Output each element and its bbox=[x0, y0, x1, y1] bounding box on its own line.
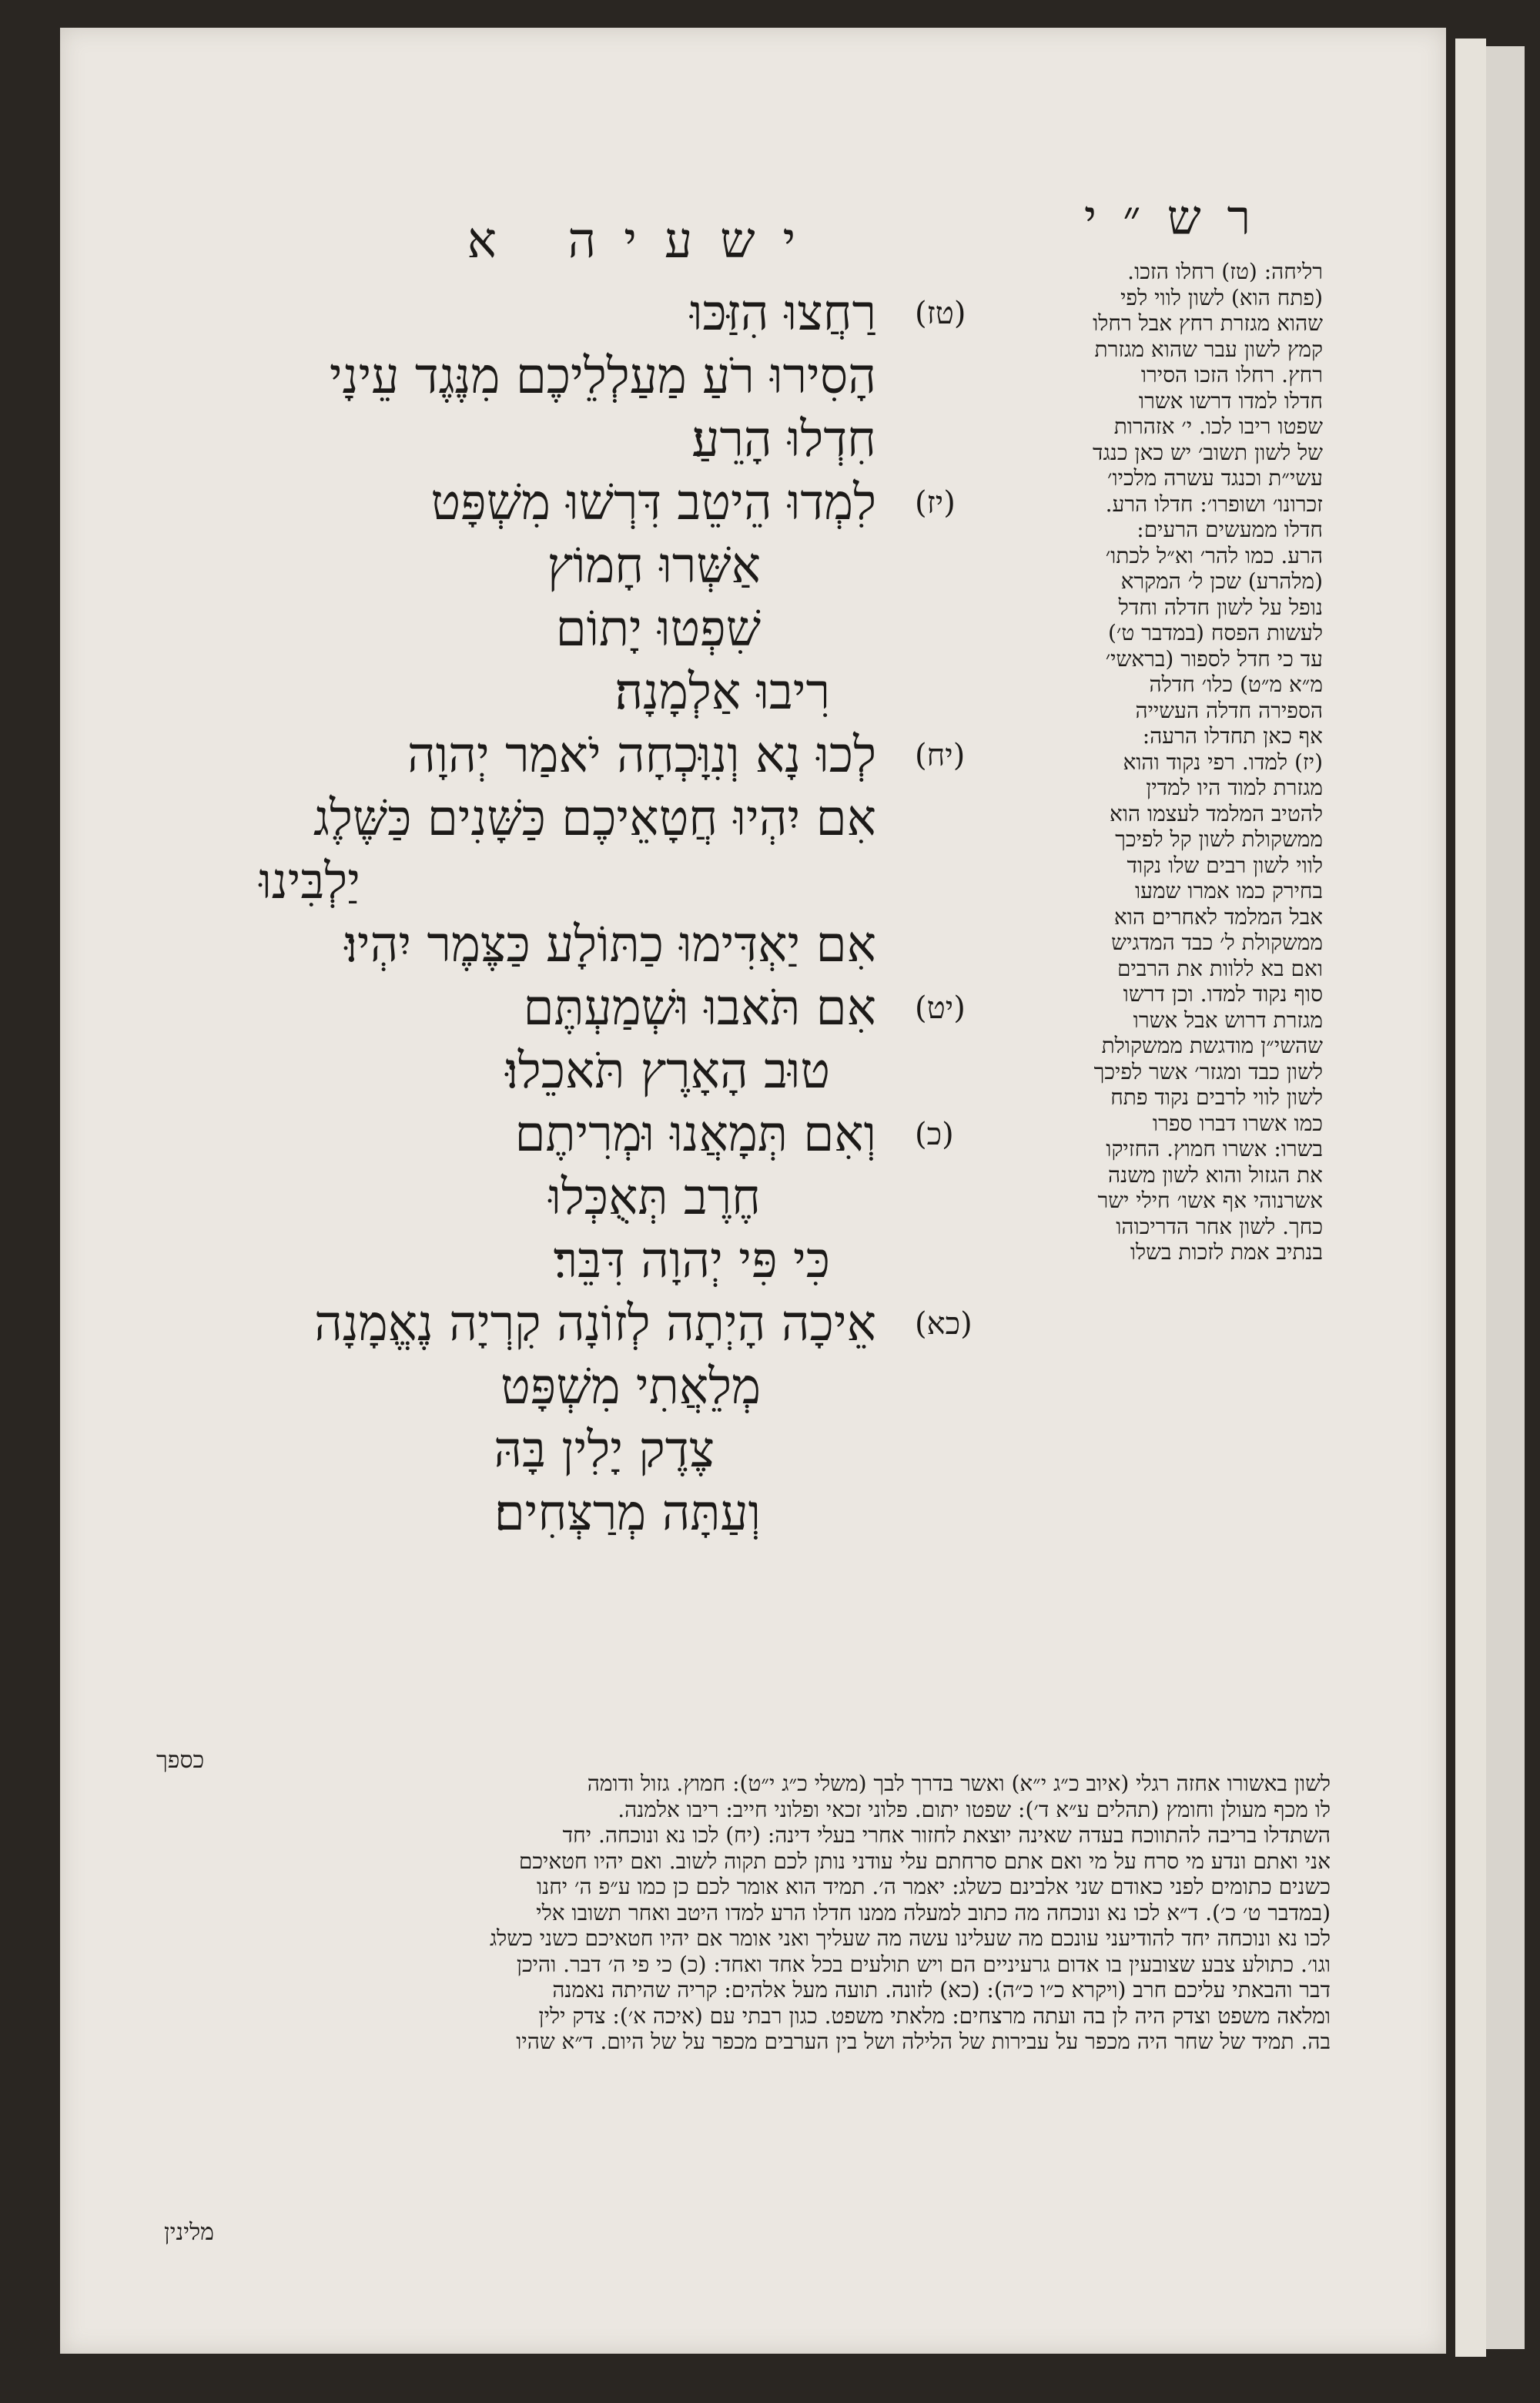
verse-line bbox=[106, 1229, 969, 1292]
rashi-line: ממשקולת לשון קל לפיכך bbox=[1115, 826, 1323, 852]
rashi-line: את הגזול והוא לשון משנה bbox=[1108, 1161, 1323, 1188]
verse-line bbox=[106, 724, 969, 787]
verse-text: חֶרֶב תְּאֻכְּלוּ bbox=[548, 1169, 761, 1226]
rashi-line: הרע. כמו להר׳ וא״ל לכתו׳ bbox=[1105, 542, 1323, 568]
verse-text: חִדְלוּ הָרֵעַ׃ bbox=[691, 411, 876, 468]
rashi-line: שהוא מגזרת רחץ אבל רחלו bbox=[1093, 310, 1323, 336]
rashi-line: ממשקולת ל׳ כבד המדגיש bbox=[1111, 930, 1323, 955]
commentary-line: (במדבר ט׳ כ׳). ד״א לכו נא ונוכחה מה כתוב למעלה ממנו חדלו הרע למדו היטב ואחר תשובו אלי bbox=[536, 1899, 1331, 1925]
rashi-line: אף כאן תחדלו הרעה: bbox=[1142, 723, 1323, 749]
verse-number: (יז) bbox=[915, 485, 956, 521]
rashi-line: (מלהרע) שכן ל׳ המקרא bbox=[1120, 568, 1323, 594]
rashi-line: עד כי חדל לספור (בראשי׳ bbox=[1105, 645, 1323, 672]
verse-line bbox=[106, 471, 969, 535]
verse-line bbox=[106, 977, 969, 1040]
rashi-line: נופל על לשון חדלה וחדל bbox=[1118, 594, 1323, 620]
commentary-line: כשנים כתומים לפני כאודם שני אלבינם כשלג: יאמר ה׳. תמיד הוא אומר לכם כן כמו ע״פ ה׳ יחנו bbox=[536, 1874, 1331, 1899]
verse-line bbox=[106, 661, 969, 724]
verse-line bbox=[106, 408, 969, 471]
verse-text: רִיבוּ אַלְמָנָה׃ bbox=[614, 664, 830, 721]
verse-line bbox=[106, 1292, 973, 1356]
verse-text: הָסִירוּ רֹעַ מַעַלְלֵיכֶם מִנֶּגֶד עֵינָי bbox=[329, 348, 876, 405]
verse-number: (כא) bbox=[915, 1306, 973, 1342]
verse-text: רַחֲצוּ הִזַּכּוּ bbox=[690, 285, 876, 342]
verse-line bbox=[106, 913, 969, 977]
verse-text: צֶדֶק יָלִין בָּהּ bbox=[494, 1422, 715, 1479]
verse-number: (טז) bbox=[915, 296, 966, 331]
rashi-line: חדלו ממעשים הרעים: bbox=[1137, 517, 1323, 542]
verse-line bbox=[106, 1103, 969, 1166]
rashi-line: להטיב המלמד לעצמו הוא bbox=[1110, 800, 1323, 826]
verse-text: וְאִם תְּמָאֲנוּ וּמְרִיתֶם bbox=[514, 1106, 876, 1163]
rashi-line: מ״א מ״ט) כלו׳ חדלה bbox=[1149, 672, 1323, 697]
verse-line bbox=[106, 345, 969, 408]
rashi-line: סוף נקוד למדו. וכן דרשו bbox=[1123, 981, 1323, 1007]
verse-number: (יט) bbox=[915, 990, 966, 1026]
rashi-header: רש״י bbox=[1083, 189, 1277, 246]
page-edge-inner bbox=[1455, 39, 1486, 2357]
verse-line bbox=[106, 1166, 969, 1229]
rashi-line: של לשון תשוב׳ יש כאן כנגד bbox=[1093, 439, 1323, 465]
verse-line bbox=[106, 1040, 969, 1103]
rashi-line: (יז) למדו. רפי נקוד והוא bbox=[1123, 749, 1323, 775]
rashi-line: מגזרת למוד היו למדין bbox=[1146, 775, 1323, 800]
verse-text: אִם תֹּאבוּ וּשְׁמַעְתֶּם bbox=[523, 980, 876, 1037]
commentary-line: לו מכף מעולן וחומץ (תהלים ע״א ד׳): שפטו יתום. פלוני זכאי ופלוני חייב: ריבו אלמנה. bbox=[618, 1796, 1331, 1822]
verse-line bbox=[106, 535, 969, 598]
rashi-line: קמץ לשון עבר שהוא מגזרת bbox=[1094, 336, 1323, 362]
commentary-line: לכו נא ונוכחה יחד להודיעני עונכם מה שעלינו עשה מה שעליך ואני אומר אם יהיו חטאיכם כשני כשלג bbox=[489, 1925, 1331, 1951]
commentary-line: השתדלו בריבה להתווכח בעדה שאינה יוצאת לחזור אחרי בעלי דינה: (יח) לכו נא ונוכחה. יחד bbox=[562, 1822, 1331, 1848]
rashi-line: לשון כבד ומגזר׳ אשר לפיכך bbox=[1093, 1058, 1323, 1084]
rashi-line: לווי לשון רבים שלו נקוד bbox=[1127, 852, 1323, 878]
verse-text: שִׁפְטוּ יָתוֹם bbox=[555, 601, 761, 658]
rashi-line: שפטו ריבו לכו. י׳ אזהרות bbox=[1113, 414, 1323, 439]
rashi-line: מגזרת דרוש אבל אשרו bbox=[1133, 1007, 1323, 1033]
verse-line bbox=[106, 850, 969, 913]
rashi-line: כמו אשרו דברו ספרו bbox=[1152, 1110, 1323, 1136]
rashi-line: לשון לווי לרבים נקוד פתח bbox=[1110, 1084, 1323, 1110]
verse-line bbox=[106, 598, 969, 661]
rashi-line: לעשות הפסח (במדבר ט׳) bbox=[1107, 620, 1323, 645]
verse-text: וְעַתָּה מְרַצְּחִים׃ bbox=[494, 1485, 761, 1542]
commentary-line: דבר והבאתי עליכם חרב (ויקרא כ״ו כ״ה): (כא) לזונה. תועה מעל אלהים: קריה שהיתה נאמנה bbox=[552, 1977, 1331, 2002]
commentary-line: וגו׳. כתולע צבע שצובעין בו אדום גרעיניים הם ויש תולעים בכל אחד ואחד: (כ) כי פי ה׳ דבר. והיכן bbox=[516, 1951, 1331, 1977]
commentary-line: אני ואתם ונדע מי סרח על מי ואם אתם סרחתם עלי עודני נותן לכם תקוה לשוב. ואם יהיו חטאיכם bbox=[518, 1848, 1331, 1874]
rashi-line: חדלו למדו דרשו אשרו bbox=[1138, 387, 1323, 414]
rashi-line: עשי״ת וכנגד עשרה מלכיו׳ bbox=[1107, 465, 1323, 491]
rashi-line: כחך. לשון אחר הדריכוהו bbox=[1116, 1213, 1323, 1239]
verse-text: לִמְדוּ הֵיטֵב דִּרְשׁוּ מִשְׁפָּט bbox=[430, 474, 876, 531]
rashi-line: ואם בא ללוות את הרבים bbox=[1117, 955, 1323, 981]
rashi-line: אשרנוהי אף אשו׳ חילי ישר bbox=[1097, 1188, 1323, 1213]
signature-catchword: מלינין bbox=[164, 2219, 214, 2246]
verse-line bbox=[106, 1482, 969, 1545]
verse-text: אִם יִהְיוּ חֲטָאֵיכֶם כַּשָּׁנִים כַּשֶּׁלֶג bbox=[313, 790, 876, 847]
verse-text: לְכוּ נָא וְנִוָּכְחָה יֹאמַר יְהוָה bbox=[407, 727, 876, 784]
verse-line bbox=[106, 1356, 969, 1419]
verse-text: אִם יַאְדִּימוּ כַתּוֹלָע כַּצֶּמֶר יִהְיוּ׃ bbox=[344, 917, 876, 974]
rashi-line: רחץ. רחלו הזכו הסירו bbox=[1140, 362, 1323, 387]
rashi-line: זכרונו׳ ושופרו׳: חדלו הרע. bbox=[1105, 491, 1323, 517]
verse-column bbox=[106, 282, 973, 1545]
rashi-line: רליחה: (טז) רחלו הזכו. bbox=[1127, 259, 1323, 284]
rashi-line: בחירק כמו אמרו שמעו bbox=[1134, 878, 1323, 903]
verse-line bbox=[106, 787, 969, 850]
rashi-line: בשרו: אשרו חמוץ. החזיקו bbox=[1106, 1136, 1323, 1161]
rashi-commentary-column bbox=[976, 259, 1323, 1265]
catchword: כספך bbox=[156, 1747, 205, 1774]
verse-text: יַלְבִּינוּ bbox=[259, 853, 360, 910]
commentary-line: לשון באשורו אחזה רגלי (איוב כ״ג י״א) ואשר בדרך לבך (משלי כ״ג י״ט): חמוץ. גזול ודומה bbox=[587, 1771, 1331, 1796]
verse-text: אַשְּׁרוּ חָמוֹץ bbox=[547, 538, 761, 595]
rashi-line: שהשי״ן מודגשת ממשקולת bbox=[1101, 1033, 1323, 1058]
commentary-line: בה. תמיד של שחר היה מכפר על עבירות של הלילה ושל בין הערבים מכפר על של היום. ד״א שהיו bbox=[516, 2029, 1331, 2054]
rashi-line: בנתיב אמת לזכות בשלו bbox=[1130, 1239, 1323, 1265]
verse-line bbox=[106, 1419, 969, 1482]
rashi-commentary-bottom bbox=[152, 1771, 1331, 2055]
verse-text: כִּי פִּי יְהוָה דִּבֵּר׃ bbox=[553, 1232, 830, 1289]
verse-text: אֵיכָה הָיְתָה לְזוֹנָה קִרְיָה נֶאֱמָנָה bbox=[314, 1295, 876, 1352]
rashi-line: אבל המלמד לאחרים הוא bbox=[1113, 903, 1323, 930]
verse-line bbox=[106, 282, 969, 345]
verse-text: מְלֵאֲתִי מִשְׁפָּט bbox=[500, 1359, 761, 1416]
commentary-line: ומלאה משפט וצדק היה לן בה ועתה מרצחים: מלאתי משפט. כגון רבתי עם (איכה א׳): צדק ילין bbox=[538, 2002, 1331, 2029]
rashi-line: הספירה חדלה העשייה bbox=[1135, 697, 1323, 723]
book-page bbox=[60, 28, 1446, 2354]
verse-text: טוּב הָאָרֶץ תֹּאכֵלוּ׃ bbox=[505, 1043, 830, 1100]
rashi-line: (פתח הוא) לשון לווי לפי bbox=[1120, 284, 1323, 310]
verse-number: (יח) bbox=[915, 738, 966, 773]
verse-number: (כ) bbox=[915, 1117, 954, 1152]
book-title: ישעיה א bbox=[467, 213, 824, 270]
